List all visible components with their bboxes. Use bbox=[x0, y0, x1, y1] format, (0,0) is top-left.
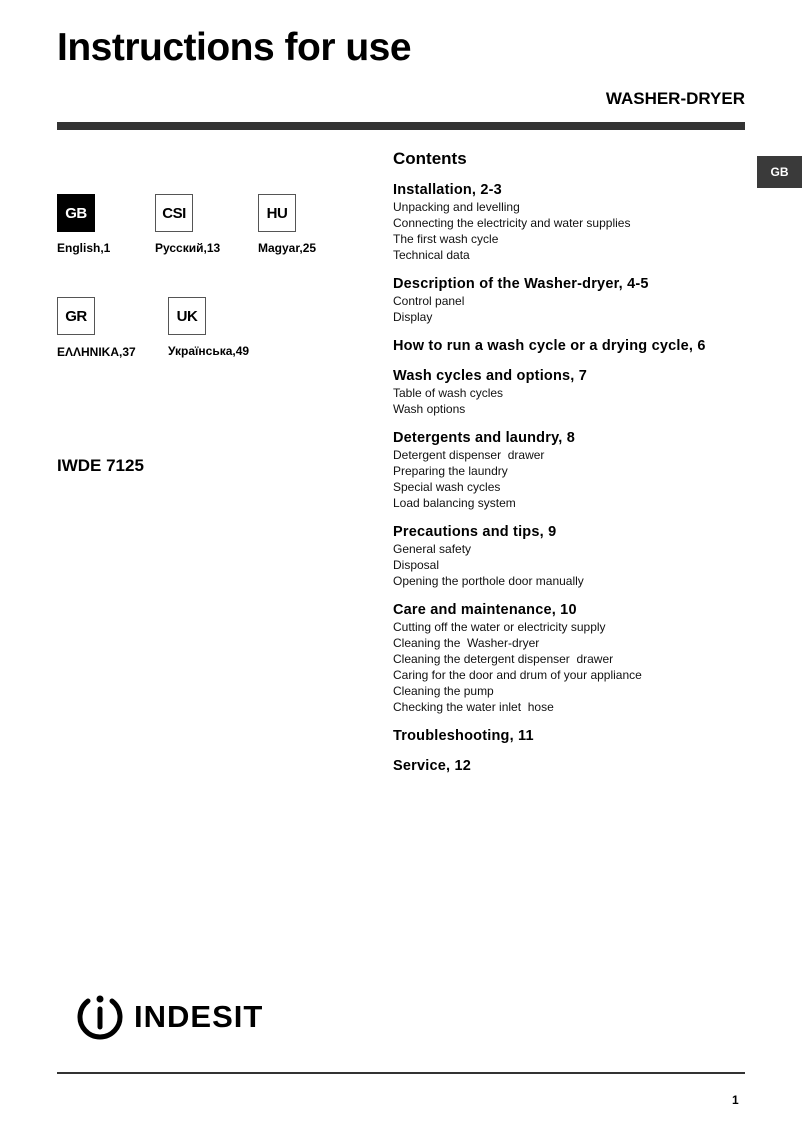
language-box-csi[interactable]: CSI bbox=[155, 194, 193, 232]
contents-heading: Contents bbox=[393, 149, 467, 168]
language-label-russian[interactable]: Русский,13 bbox=[155, 241, 221, 255]
toc-item[interactable]: Cleaning the detergent dispenser drawer bbox=[393, 652, 614, 666]
toc-item[interactable]: Special wash cycles bbox=[393, 480, 501, 494]
toc-section-wash-cycles bbox=[393, 368, 753, 417]
toc-item[interactable]: Unpacking and levelling bbox=[393, 200, 520, 214]
page-number: 1 bbox=[732, 1093, 739, 1107]
header-divider bbox=[57, 122, 745, 130]
toc-section-title[interactable]: Wash cycles and options, 7 bbox=[393, 368, 588, 384]
toc-item[interactable]: Disposal bbox=[393, 558, 440, 572]
toc-section-installation bbox=[393, 182, 753, 263]
toc-section-precautions bbox=[393, 524, 753, 589]
language-label-english[interactable]: English,1 bbox=[57, 241, 111, 255]
toc-section-title[interactable]: Installation, 2-3 bbox=[393, 182, 502, 198]
toc-section-title[interactable]: How to run a wash cycle or a drying cycle, 6 bbox=[393, 338, 706, 354]
table-of-contents bbox=[393, 149, 753, 788]
language-box-uk[interactable]: UK bbox=[168, 297, 206, 335]
indesit-power-i-icon bbox=[74, 993, 126, 1041]
toc-item[interactable]: General safety bbox=[393, 542, 472, 556]
language-side-tab: GB bbox=[757, 156, 802, 188]
language-label-ukrainian[interactable]: Українська,49 bbox=[168, 344, 250, 358]
model-number: IWDE 7125 bbox=[57, 456, 144, 475]
language-label-greek[interactable]: ΕΛΛΗΝΙΚΑ,37 bbox=[57, 345, 136, 359]
toc-item[interactable]: Control panel bbox=[393, 294, 465, 308]
footer-divider bbox=[57, 1072, 745, 1074]
document-title: Instructions for use bbox=[57, 26, 412, 69]
toc-item[interactable]: Detergent dispenser drawer bbox=[393, 448, 545, 462]
toc-item[interactable]: Opening the porthole door manually bbox=[393, 574, 584, 588]
toc-section-title[interactable]: Care and maintenance, 10 bbox=[393, 602, 577, 618]
toc-section-how-to-run bbox=[393, 338, 753, 355]
toc-section-service bbox=[393, 758, 753, 775]
toc-item[interactable]: Caring for the door and drum of your appliance bbox=[393, 668, 642, 682]
language-box-hu[interactable]: HU bbox=[258, 194, 296, 232]
toc-item[interactable]: Checking the water inlet hose bbox=[393, 700, 554, 714]
language-box-gb[interactable]: GB bbox=[57, 194, 95, 232]
toc-section-title[interactable]: Detergents and laundry, 8 bbox=[393, 430, 575, 446]
brand-logo bbox=[74, 993, 263, 1041]
toc-section-detergents bbox=[393, 430, 753, 511]
language-box-gr[interactable]: GR bbox=[57, 297, 95, 335]
language-label-hungarian[interactable]: Magyar,25 bbox=[258, 241, 317, 255]
toc-item[interactable]: Technical data bbox=[393, 248, 470, 262]
toc-item[interactable]: The first wash cycle bbox=[393, 232, 499, 246]
toc-section-title[interactable]: Description of the Washer-dryer, 4-5 bbox=[393, 276, 649, 292]
toc-section-title[interactable]: Troubleshooting, 11 bbox=[393, 728, 534, 744]
document-subtitle: WASHER-DRYER bbox=[605, 89, 745, 108]
brand-name: INDESIT bbox=[134, 999, 264, 1034]
toc-item[interactable]: Cleaning the pump bbox=[393, 684, 494, 698]
toc-item[interactable]: Load balancing system bbox=[393, 496, 516, 510]
toc-section-title[interactable]: Precautions and tips, 9 bbox=[393, 524, 557, 540]
toc-item[interactable]: Preparing the laundry bbox=[393, 464, 508, 478]
toc-item[interactable]: Connecting the electricity and water supplies bbox=[393, 216, 631, 230]
toc-item[interactable]: Cutting off the water or electricity supply bbox=[393, 620, 606, 634]
toc-item[interactable]: Wash options bbox=[393, 402, 466, 416]
toc-section-care bbox=[393, 602, 753, 715]
toc-item[interactable]: Cleaning the Washer-dryer bbox=[393, 636, 540, 650]
toc-item[interactable]: Display bbox=[393, 310, 433, 324]
toc-item[interactable]: Table of wash cycles bbox=[393, 386, 504, 400]
toc-section-troubleshooting bbox=[393, 728, 753, 745]
toc-section-title[interactable]: Service, 12 bbox=[393, 758, 471, 774]
toc-section-description bbox=[393, 276, 753, 325]
